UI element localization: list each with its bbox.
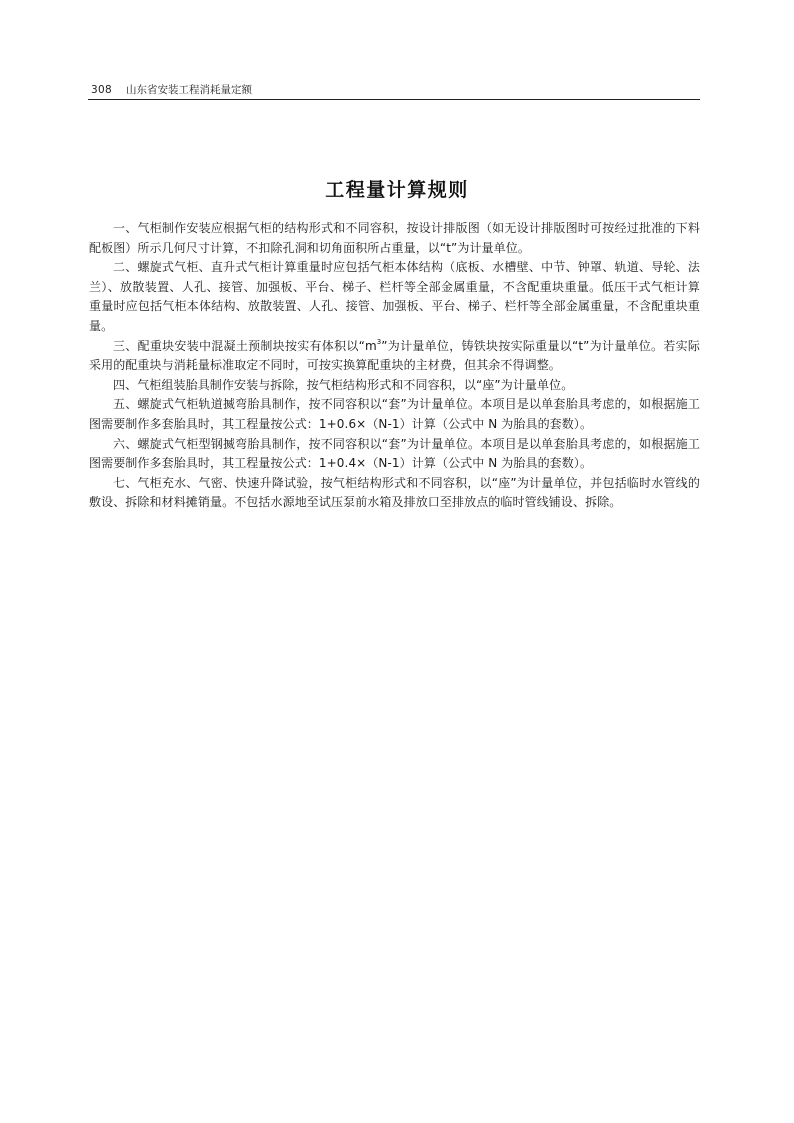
rule-paragraph-3-part-1: 三、配重块安装中混凝土预制块按实有体积以“m [113,338,377,353]
page-number: 308 [91,84,112,96]
rule-paragraph-3-part-2: ”为计量单位，铸铁块按实际重量以“t”为计量单位。若实际采用的配重块与消耗量标准取定不同时，可按实换算配重块的主材费，但其余不得调整。 [89,338,700,373]
rule-paragraph-3 [89,337,700,376]
rules-body [89,219,700,513]
rule-paragraph-5: 五、螺旋式气柜轨道揻弯胎具制作，按不同容积以“套”为计量单位。本项目是以单套胎具考虑的，如根据施工图需要制作多套胎具时，其工程量按公式：1+0.6×（N-1）计算（公式中 N 为胎具的套数）。 [89,397,700,431]
header-divider [88,99,700,100]
rule-paragraph-7: 七、气柜充水、气密、快速升降试验，按气柜结构形式和不同容积，以“座”为计量单位，并包括临时水管线的敷设、拆除和材料摊销量。不包括水源地至试压泵前水箱及排放口至排放点的临时管线铺设、拆除。 [89,475,700,510]
cubic-superscript: 3 [376,337,382,346]
rule-paragraph-1: 一、气柜制作安装应根据气柜的结构形式和不同容积，按设计排版图（如无设计排版图时可按经过批准的下料配板图）所示几何尺寸计算，不扣除孔洞和切角面积所占重量，以“t”为计量单位。 [89,221,700,255]
rule-paragraph-2: 二、螺旋式气柜、直升式气柜计算重量时应包括气柜本体结构（底板、水槽壁、中节、钟罩、轨道、导轮、法兰）、放散装置、人孔、接管、加强板、平台、梯子、栏杆等全部金属重量，不含配重块重量。低压干式气柜计算重量时应包括气柜本体结构、放散装置、人孔、接管、加强板、平台、梯子、栏杆等全部金属重量，不含配重块重量。 [89,260,700,333]
rule-paragraph-6: 六、螺旋式气柜型钢揻弯胎具制作，按不同容积以“套”为计量单位。本项目是以单套胎具考虑的，如根据施工图需要制作多套胎具时，其工程量按公式：1+0.4×（N-1）计算（公式中 N 为胎具的套数）。 [89,436,700,471]
rule-paragraph-4: 四、气柜组装胎具制作安装与拆除，按气柜结构形式和不同容积，以“座”为计量单位。 [113,377,574,392]
page-title: 工程量计算规则 [325,178,469,201]
book-title: 山东省安装工程消耗量定额 [125,84,252,96]
running-header [91,76,700,96]
